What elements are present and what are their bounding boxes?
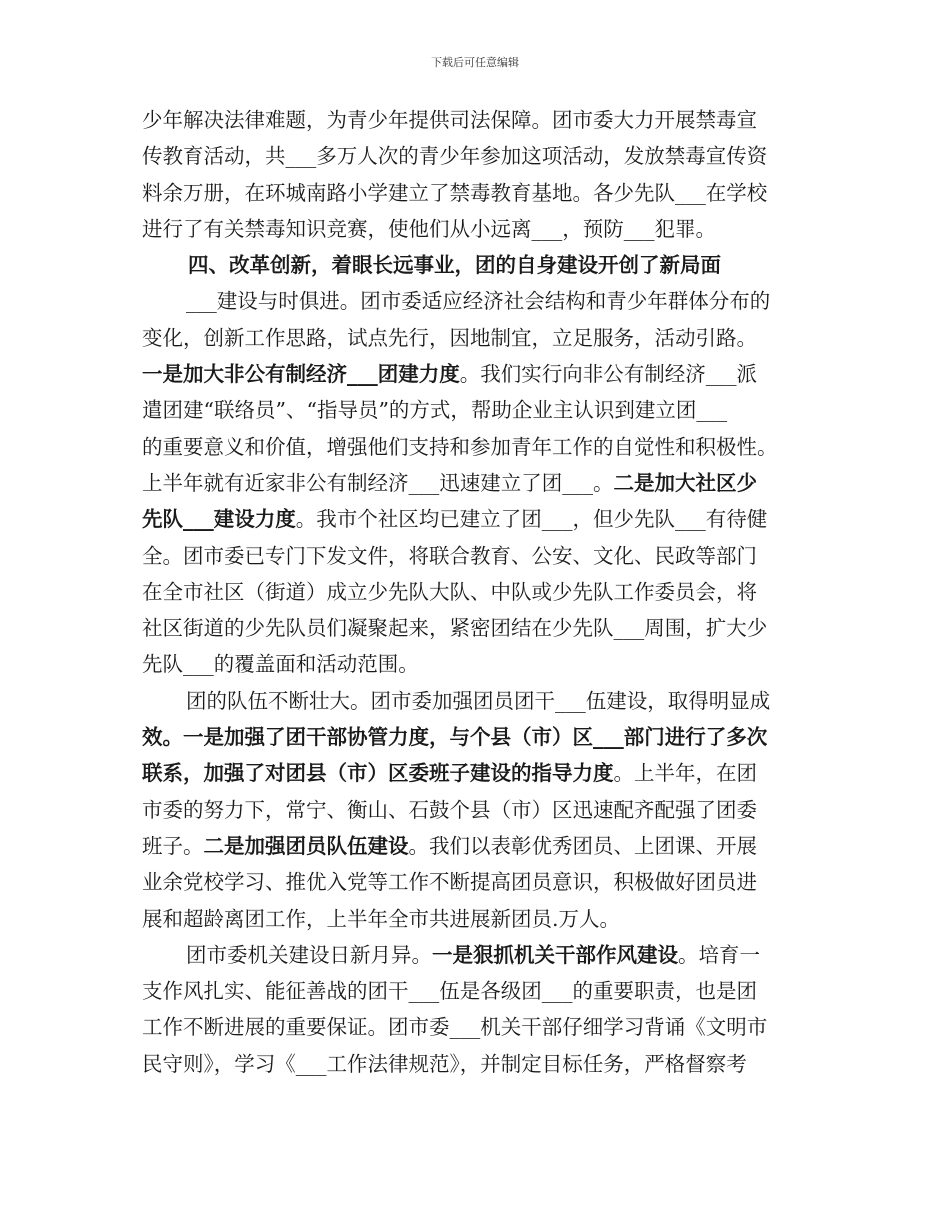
bold-text: 效。一是加强了团干部协管力度，与个县（市）区___部门进行了多次 [142, 725, 768, 750]
text-segment: 市委的努力下，常宁、衡山、石鼓个县（市）区迅速配齐配强了团委 [142, 797, 757, 822]
text-line [142, 683, 818, 719]
text-line [142, 755, 818, 791]
text-line [142, 320, 818, 356]
text-line [142, 102, 818, 138]
bold-text: 一是狠抓机关干部作风建设 [432, 942, 678, 967]
text-segment: 。培育一 [678, 942, 760, 967]
text-segment: 变化，创新工作思路，试点先行，因地制宜，立足服务，活动引路。 [142, 325, 757, 350]
text-segment: 团的队伍不断壮大。团市委加强团员团干___伍建设，取得明显成 [186, 688, 771, 713]
text-line [142, 538, 818, 574]
bold-text: 二是加大社区少 [613, 470, 757, 495]
text-line [142, 465, 818, 501]
text-line [142, 937, 818, 973]
text-segment: 工作不断进展的重要保证。团市委___机关干部仔细学习背诵《文明市 [142, 1015, 768, 1040]
text-segment: 。我们以表彰优秀团员、上团课、开展 [408, 833, 757, 858]
text-segment: 上半年就有近家非公有制经济___迅速建立了团___。 [142, 470, 614, 495]
text-segment: 在全市社区（街道）成立少先队大队、中队或少先队工作委员会，将 [142, 579, 757, 604]
text-segment: 料余万册，在环城南路小学建立了禁毒教育基地。各少先队___在学校 [142, 180, 768, 205]
text-line [142, 392, 818, 428]
text-segment: 少年解决法律难题，为青少年提供司法保障。团市委大力开展禁毒宣 [142, 108, 757, 132]
text-line [142, 901, 818, 937]
bold-text: 先队___建设力度 [142, 507, 296, 532]
text-segment: 展和超龄离团工作，上半年全市共进展新团员.万人。 [142, 906, 621, 931]
text-line [142, 719, 818, 755]
text-segment: 业余党校学习、推优入党等工作不断提高团员意识，积极做好团员进 [142, 870, 757, 895]
bold-text: 一是加大非公有制经济___团建力度 [142, 362, 460, 387]
text-segment: 社区街道的少先队员们凝聚起来，紧密团结在少先队___周围，扩大少 [142, 616, 768, 641]
text-segment: 全。团市委已专门下发文件，将联合教育、公安、文化、民政等部门 [142, 543, 757, 568]
text-line [142, 864, 818, 900]
text-line [142, 283, 818, 319]
text-segment: 传教育活动，共___多万人次的青少年参加这项活动，发放禁毒宣传资 [142, 144, 768, 169]
text-line [142, 211, 818, 247]
text-line [142, 973, 818, 1009]
text-segment: 四、改革创新，着眼长远事业，团的自身建设开创了新局面 [188, 253, 721, 278]
text-line [142, 574, 818, 610]
text-segment: 民守则》，学习《___工作法律规范》，并制定目标任务，严格督察考 [142, 1051, 747, 1076]
text-line [142, 175, 818, 211]
section-heading [142, 247, 818, 283]
text-segment: 。我市个社区均已建立了团___，但少先队___有待健 [295, 507, 768, 532]
text-segment: 遣团建“联络员”、“指导员”的方式，帮助企业主认识到建立团___ [142, 398, 728, 423]
text-line [142, 1009, 818, 1045]
text-segment: 先队___的覆盖面和活动范围。 [142, 652, 419, 677]
document-body [142, 102, 818, 1082]
text-line [142, 429, 818, 465]
text-line [142, 356, 818, 392]
page-header: 下载后可任意编辑 [431, 56, 519, 69]
text-segment: 的重要意义和价值，增强他们支持和参加青年工作的自觉性和积极性。 [142, 434, 778, 459]
text-line [142, 646, 818, 682]
text-line [142, 1046, 818, 1082]
text-line [142, 828, 818, 864]
bold-text: 联系，加强了对团县（市）区委班子建设的指导力度 [142, 761, 614, 786]
text-line [142, 792, 818, 828]
text-line [142, 138, 818, 174]
text-segment: 。我们实行向非公有制经济___派 [459, 362, 757, 387]
text-segment: 班子。 [142, 833, 204, 858]
text-line [142, 501, 818, 537]
text-segment: ___建设与时俱进。团市委适应经济社会结构和青少年群体分布的 [186, 289, 771, 314]
bold-text: 二是加强团员队伍建设 [203, 833, 409, 858]
text-segment: 。上半年，在团 [613, 761, 757, 786]
text-line [142, 610, 818, 646]
text-segment: 团市委机关建设日新月异。 [186, 942, 432, 967]
text-segment: 支作风扎实、能征善战的团干___伍是各级团___的重要职责，也是团 [142, 979, 757, 1004]
text-segment: 进行了有关禁毒知识竞赛，使他们从小远离___，预防___犯罪。 [142, 216, 716, 241]
